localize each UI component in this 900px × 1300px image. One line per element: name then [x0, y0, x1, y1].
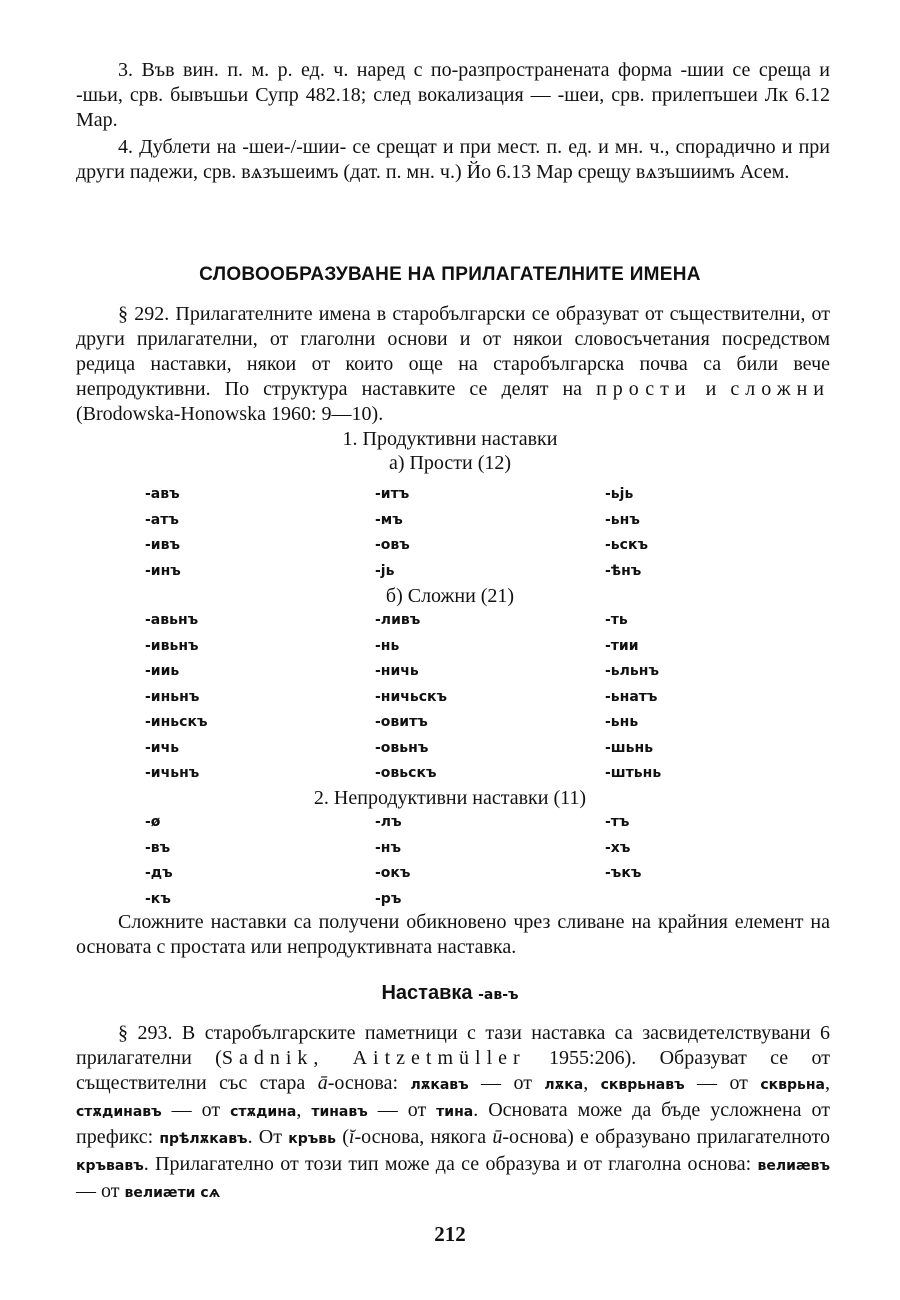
suffix-cell: -ть [605, 612, 628, 628]
suffix-cell: -хъ [605, 839, 631, 856]
suffix-cell: -окъ [375, 865, 411, 881]
slavonic-word: велиӕти сѧ [124, 1185, 221, 1201]
paragraph-text: -основа, някога [354, 1126, 493, 1148]
paragraph-text: — от [76, 1180, 125, 1202]
paragraph-text: . Основата може да бъде усложнена от префикс: [76, 1099, 831, 1148]
paragraph-text: § 292. Прилагателните имена в старобългарски се образуват от съществителни, от други прилагателни, от глаголни основи и от някои словосъчетания посредством редица наставки, някои от които още на старобългарска почва са били вече непродуктивни. По структура наставките се делят на [76, 303, 830, 400]
suffix-cell: -jь [375, 562, 395, 579]
suffix-cell: -въ [145, 839, 171, 856]
paragraph-text: Сложните наставки са получени обикновено чрез сливане на крайния елемент на основата с простата или непродуктивната наставка. [76, 911, 830, 958]
complex-suffix-table [145, 608, 725, 787]
paragraph-text: и [691, 378, 731, 400]
suffix-cell: -ивъ [145, 537, 180, 553]
spaced-term: прости [596, 378, 692, 400]
slavonic-word: стѫдина [230, 1104, 297, 1120]
suffix-cell: -ичьнъ [145, 765, 200, 781]
suffix-cell: -ничь [375, 663, 419, 679]
paragraph-text: § 293. В старобългарските паметници с тази наставка са засвидетелствувани 6 прилагателни ( [76, 1022, 830, 1069]
paragraph-text: -основа) е образувано прилагателното [502, 1126, 831, 1148]
slavonic-word: скврьнавъ [600, 1077, 685, 1093]
author-name: Sadnik, Aitzetmüller [221, 1047, 526, 1069]
slavonic-word: лѫка [544, 1077, 584, 1093]
suffix-cell: -ьjь [605, 486, 634, 502]
suffix-cell: -итъ [375, 486, 410, 502]
paragraph-complex-note [76, 910, 830, 960]
suffix-cell: -ьскъ [605, 537, 648, 553]
suffix-cell: -нь [375, 637, 400, 654]
suffix-cell [605, 887, 725, 913]
suffix-cell: -къ [145, 890, 171, 907]
suffix-cell: -ьнь [605, 714, 639, 730]
paragraph-text: 3. Във вин. п. м. р. ед. ч. наред с по-разпространената форма -шии се среща и -шьи, срв. бывъшьи Супр 482.18; след вокализация — -шеи, срв. прилепъшеи Лк 6.12 Мар. [76, 59, 830, 131]
paragraph-293 [76, 1021, 830, 1206]
slavonic-word: велиӕвъ [757, 1158, 830, 1174]
suffix-cell: -шьнь [605, 739, 654, 756]
page-number: 212 [434, 1222, 466, 1246]
suffix-cell: -ьнатъ [605, 688, 658, 705]
suffix-cell: -ливъ [375, 612, 421, 628]
slavonic-word: тинавъ [311, 1104, 368, 1120]
suffix-cell: -лъ [375, 814, 402, 830]
paragraph-text: , [296, 1099, 312, 1121]
suffix-cell: -овитъ [375, 714, 428, 730]
spaced-term: сложни [730, 378, 830, 400]
suffix-cell: -авъ [145, 486, 180, 502]
suffix-cell: -ииь [145, 663, 180, 679]
suffix-cell: -овьскъ [375, 765, 437, 781]
paragraph-text: -основа: [327, 1072, 411, 1094]
paragraph-text: — от [367, 1099, 437, 1121]
heading-simple: а) Прости (12) [388, 452, 512, 474]
slavonic-word: кръвь [288, 1131, 336, 1147]
suffix-cell: -ичь [145, 739, 180, 756]
paragraph-text: — от [468, 1072, 545, 1094]
paragraph-text: . Прилагателно от този тип може да се образува и от глаголна основа: [143, 1153, 758, 1175]
suffix-cell: -ничьскъ [375, 688, 448, 705]
subsection-heading [0, 981, 900, 1008]
suffix-cell: -ъкъ [605, 865, 642, 881]
suffix-cell: -овьнъ [375, 739, 429, 756]
slavonic-word: лѫкавъ [410, 1077, 469, 1093]
paragraph-text: ( [335, 1126, 349, 1148]
paragraph-text: — от [684, 1072, 761, 1094]
suffix-cell: -штьнь [605, 765, 662, 781]
heading-productive: 1. Продуктивни наставки [342, 428, 558, 450]
suffix-cell: -ьнъ [605, 511, 640, 528]
suffix-cell: -ьльнъ [605, 663, 659, 679]
stem-letter: ĭ [348, 1126, 355, 1148]
unproductive-suffix-table [145, 810, 725, 912]
slavonic-word: тина [436, 1104, 474, 1120]
section-title: СЛОВООБРАЗУВАНЕ НА ПРИЛАГАТЕЛНИТЕ ИМЕНА [199, 264, 701, 285]
paragraph-text: — от [161, 1099, 231, 1121]
stem-letter: ū [492, 1126, 503, 1148]
suffix-cell: -ръ [375, 890, 402, 907]
suffix-cell: -иньнъ [145, 688, 200, 705]
paragraph-text: , [825, 1072, 830, 1094]
slavonic-word: прѣлѫкавъ [159, 1131, 248, 1147]
stem-letter: ā [317, 1072, 328, 1094]
suffix-cell: -дъ [145, 865, 173, 881]
suffix-cell: -тъ [605, 814, 630, 830]
suffix-cell: -авьнъ [145, 612, 199, 628]
suffix-cell: -нъ [375, 839, 402, 856]
suffix-cell: -тии [605, 637, 639, 654]
suffix-cell: -иньскъ [145, 714, 208, 730]
simple-suffix-table [145, 482, 725, 584]
paragraph-text: 4. Дублети на -шеи-/-шии- се срещат и при мест. п. ед. и мн. ч., спорадично и при други падежи, срв. вѧзъшеимъ (дат. п. мн. ч.) Йо 6.13 Мар срещу вѧзъшиимъ Асем. [76, 136, 830, 183]
slavonic-word: кръвавъ [76, 1158, 144, 1174]
suffix-cell: -мъ [375, 511, 403, 528]
heading-unproductive: 2. Непродуктивни наставки (11) [313, 787, 587, 809]
suffix-cell: -атъ [145, 511, 179, 528]
paragraph-text: (Brodowska-Honowska 1960: 9—10). [76, 403, 384, 425]
suffix-cell: -ø [145, 814, 161, 830]
subsection-label: Наставка [381, 982, 473, 1004]
paragraph-text: 1955:206). Образуват се от съществителни със стара [76, 1047, 830, 1094]
paragraph-note-4 [76, 135, 830, 185]
subsection-suffix: -ав-ъ [478, 987, 519, 1003]
suffix-cell: -ивьнъ [145, 637, 199, 654]
paragraph-text: . От [247, 1126, 289, 1148]
suffix-cell: -овъ [375, 537, 410, 553]
heading-complex: б) Сложни (21) [385, 585, 515, 607]
paragraph-text: , [583, 1072, 601, 1094]
suffix-cell: -ѣнъ [605, 562, 642, 579]
paragraph-292 [76, 302, 830, 427]
suffix-cell: -инъ [145, 562, 181, 579]
paragraph-note-3 [76, 58, 830, 133]
slavonic-word: стѫдинавъ [76, 1104, 162, 1120]
slavonic-word: скврьна [760, 1077, 825, 1093]
